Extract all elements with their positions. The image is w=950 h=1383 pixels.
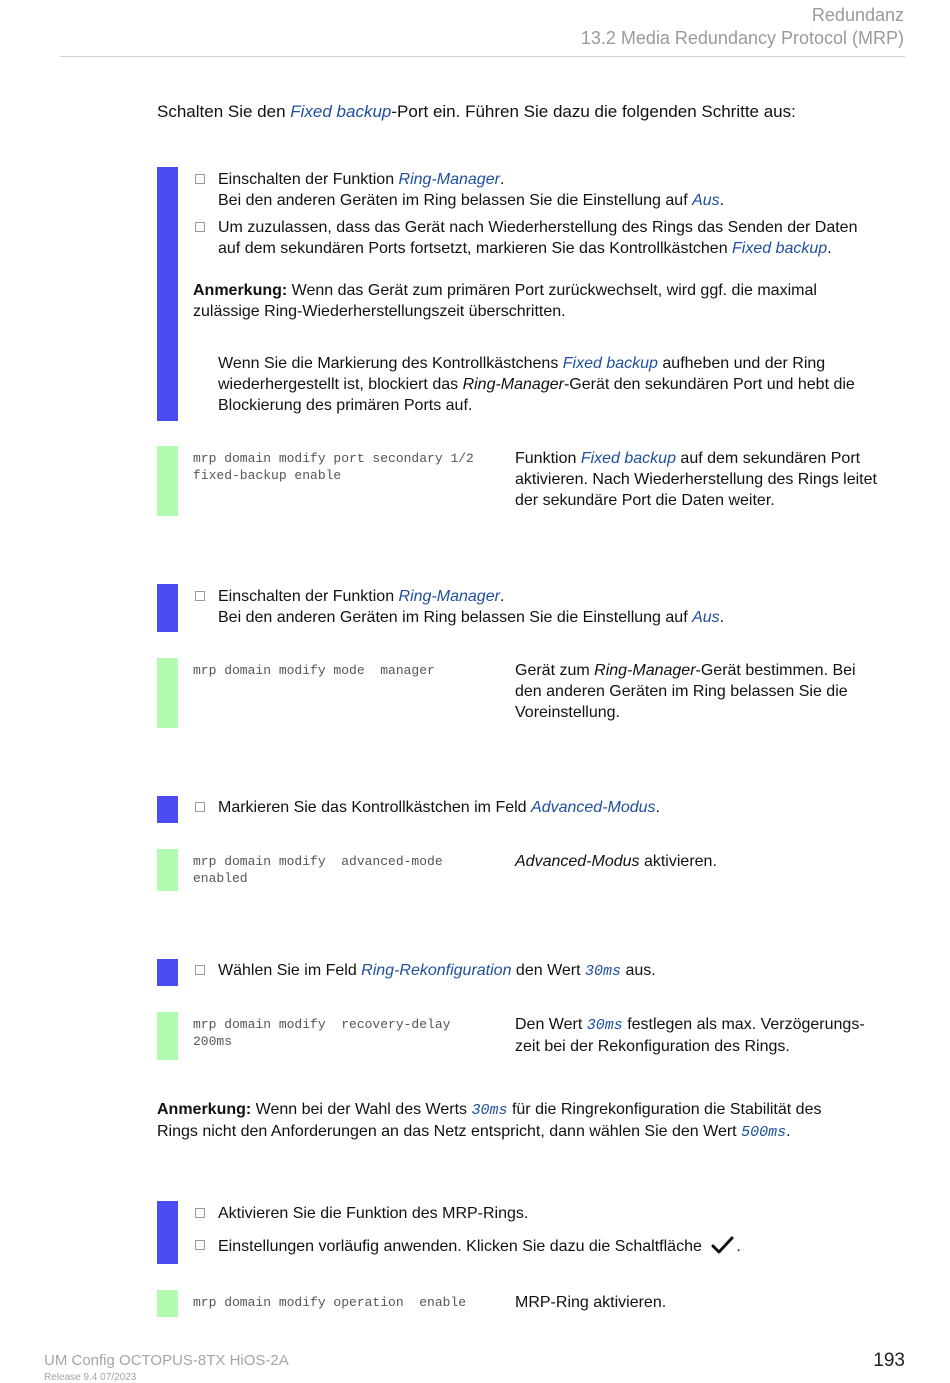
footer-release: Release 9.4 07/2023 — [44, 1372, 137, 1383]
step-advanced-mode: Markieren Sie das Kontrollkästchen im Feld Advanced-Modus. — [218, 799, 660, 816]
step-ring-manager: Einschalten der Funktion Ring-Manager. Bei den anderen Geräten im Ring belassen Sie die Einstellung auf Aus. — [218, 171, 725, 209]
step-checkbox-icon — [195, 802, 205, 812]
cli-bar — [157, 1290, 178, 1317]
step-checkbox-icon — [195, 1240, 205, 1250]
cli-description-operation: MRP-Ring aktivieren. — [515, 1294, 667, 1311]
cli-description-recovery-delay: Den Wert 30ms festlegen als max. Verzögerungs- zeit bei der Rekonfiguration des Rings. — [515, 1016, 865, 1055]
cli-bar — [157, 446, 178, 516]
step-checkbox-icon — [195, 1208, 205, 1218]
cli-description-advanced-mode: Advanced-Modus aktivieren. — [515, 853, 717, 870]
note-port-switch: Anmerkung: Wenn das Gerät zum primären Port zurückwechselt, wird ggf. die maximal zulässige Ring-Wiederherstellungszeit überschritten. — [193, 282, 817, 320]
checkmark-icon — [710, 1235, 736, 1256]
step-checkbox-icon — [195, 222, 205, 232]
step-ring-reconfiguration: Wählen Sie im Feld Ring-Rekonfiguration den Wert 30ms aus. — [218, 962, 656, 980]
cli-command-recovery-delay: mrp domain modify recovery-delay 200ms — [193, 1017, 451, 1049]
gui-bar — [157, 167, 178, 421]
step-checkbox-icon — [195, 591, 205, 601]
cli-command-operation: mrp domain modify operation enable — [193, 1295, 467, 1310]
cli-description-mode-manager: Gerät zum Ring-Manager-Gerät bestimmen. Bei den anderen Geräten im Ring belassen Sie die Voreinstellung. — [515, 662, 856, 721]
header-section: 13.2 Media Redundancy Protocol (MRP) — [580, 28, 904, 48]
cli-bar — [157, 658, 178, 728]
step-activate-mrp: Aktivieren Sie die Funktion des MRP-Rings. — [218, 1205, 529, 1222]
step-checkbox-icon — [195, 174, 205, 184]
cli-bar — [157, 1012, 178, 1060]
para-unmark-fixed-backup: Wenn Sie die Markierung des Kontrollkästchens Fixed backup aufheben und der Ring wiederhergestellt ist, blockiert das Ring-Manager-Gerät den sekundären Port und hebt die Blockierung des primären Ports auf. — [218, 355, 855, 414]
page-number: 193 — [873, 1350, 905, 1371]
gui-bar — [157, 959, 178, 986]
header-divider — [60, 56, 905, 57]
step-fixed-backup: Um zuzulassen, dass das Gerät nach Wiederherstellung des Rings das Senden der Daten auf dem sekundären Ports fortsetzt, markieren Sie das Kontrollkästchen Fixed backup. — [218, 219, 858, 257]
note-reconfiguration-stability: Anmerkung: Wenn bei der Wahl des Werts 30ms für die Ringrekonfiguration die Stabilität des Rings nicht den Anforderungen an das Netz entspricht, dann wählen Sie den Wert 500ms. — [157, 1101, 822, 1141]
cli-bar — [157, 849, 178, 891]
cli-command-fixed-backup: mrp domain modify port secondary 1/2 fixed-backup enable — [193, 451, 474, 483]
cli-command-advanced-mode: mrp domain modify advanced-mode enabled — [193, 854, 443, 886]
step-checkbox-icon — [195, 965, 205, 975]
gui-bar — [157, 1201, 178, 1264]
header-chapter: Redundanz — [811, 5, 904, 25]
cli-command-mode-manager: mrp domain modify mode manager — [193, 663, 435, 678]
step-ring-manager-2: Einschalten der Funktion Ring-Manager. Bei den anderen Geräten im Ring belassen Sie die Einstellung auf Aus. — [218, 588, 725, 626]
fixed-backup-link: Fixed backup — [290, 102, 392, 121]
intro-text: Schalten Sie den Fixed backup-Port ein. Führen Sie dazu die folgenden Schritte aus: — [157, 102, 796, 121]
gui-bar — [157, 584, 178, 632]
gui-bar — [157, 796, 178, 823]
cli-description-fixed-backup: Funktion Fixed backup auf dem sekundären Port aktivieren. Nach Wiederherstellung des Rings leitet der sekundäre Port die Daten weiter. — [515, 450, 877, 509]
footer-document-title: UM Config OCTOPUS-8TX HiOS-2A — [44, 1352, 289, 1369]
step-apply-settings: Einstellungen vorläufig anwenden. Klicken Sie dazu die Schaltfläche . — [218, 1235, 741, 1257]
